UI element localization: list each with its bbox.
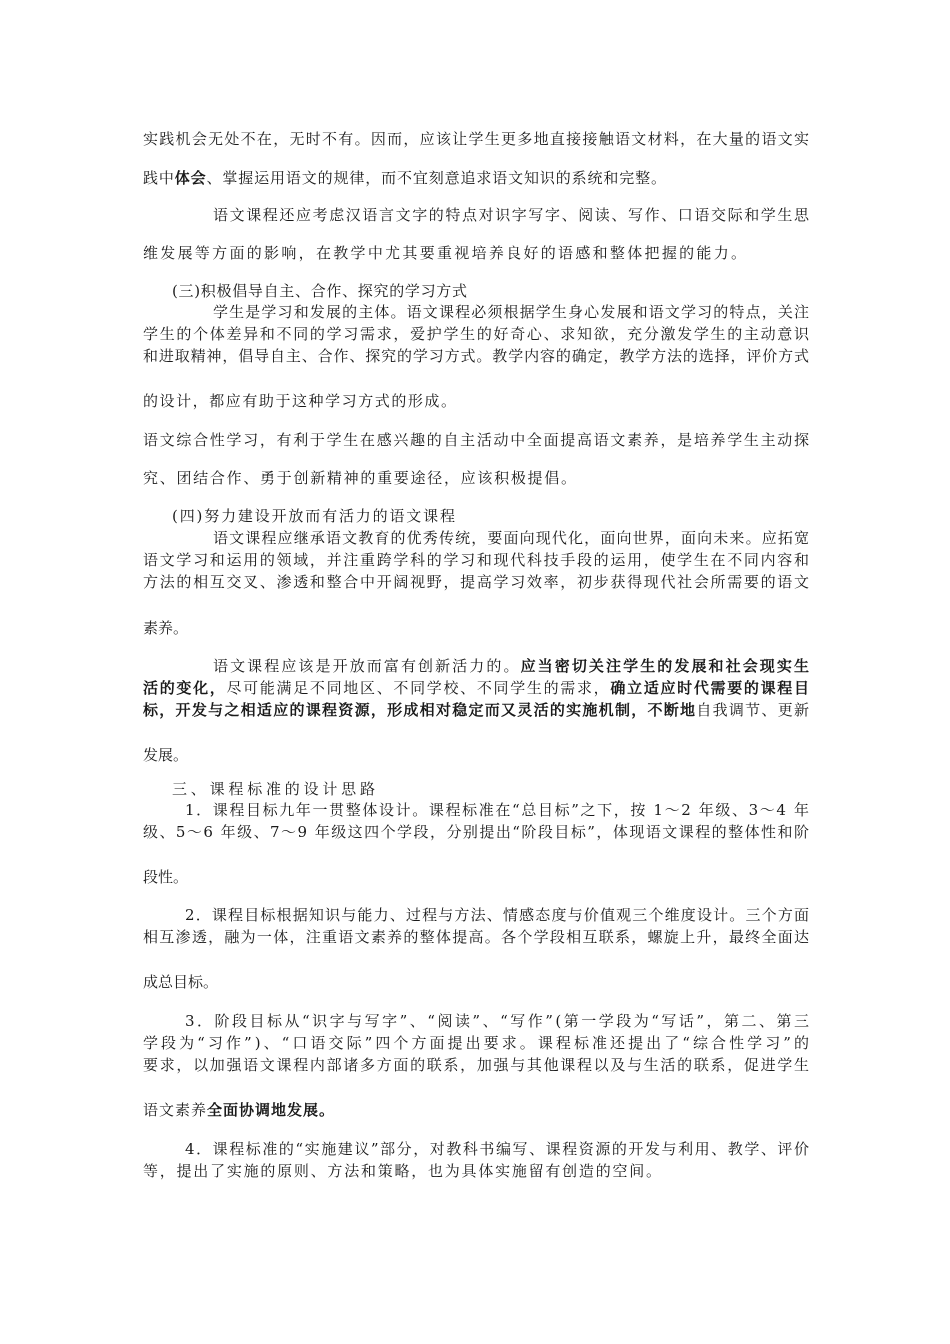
text-segment: 1．课程目标九年一贯整体设计。课程标准在“总目标”之下，按 1～2 年级、3～4 年 [185, 801, 811, 819]
bold-text-segment: 应当密切关注学生的发展和社会现实生 [520, 657, 812, 675]
text-line [143, 745, 188, 765]
text-line [143, 572, 811, 592]
text-segment: 段性。 [143, 868, 189, 886]
text-segment: 3．阶段目标从“识字与写字”、“阅读”、“写作”(第一学段为“写话”，第二、第三 [185, 1012, 812, 1030]
text-segment: 语文课程还应考虑汉语言文字的特点对识字写字、阅读、写作、口语交际和学生思 [213, 206, 811, 224]
text-segment: 尽可能满足不同地区、不同学校、不同学生的需求， [226, 679, 611, 697]
bold-text-segment: 体会 [174, 169, 207, 187]
text-line [172, 281, 468, 301]
text-segment: 等，提出了实施的原则、方法和策略，也为具体实施留有创造的空间。 [143, 1162, 663, 1180]
text-segment: 要求，以加强语文课程内部诸多方面的联系，加强与其他课程以及与生活的联系，促进学生 [143, 1056, 811, 1074]
text-segment: 方法的相互交叉、渗透和整合中开阔视野，提高学习效率，初步获得现代社会所需要的语文 [143, 573, 811, 591]
text-segment: (四)努力建设开放而有活力的语文课程 [172, 507, 457, 525]
text-line [213, 656, 811, 676]
text-line [143, 678, 811, 698]
text-line [213, 205, 811, 225]
text-line [143, 550, 811, 570]
bold-text-segment: 标，开发与之相适应的课程资源，形成相对稳定而又灵活的实施机制，不断地 [143, 701, 697, 719]
text-line [143, 927, 810, 947]
text-segment: 的设计，都应有助于这种学习方式的形成。 [143, 392, 458, 410]
text-segment: (三)积极倡导自主、合作、探究的学习方式 [172, 282, 468, 300]
text-segment: 发展。 [143, 746, 189, 764]
text-line [213, 528, 810, 548]
text-line [143, 391, 458, 411]
text-segment: 学生是学习和发展的主体。语文课程必须根据学生身心发展和语文学习的特点，关注 [213, 303, 811, 321]
text-segment: 相互渗透，融为一体，注重语文素养的整体提高。各个学段相互联系，螺旋上升，最终全面达 [143, 928, 811, 946]
text-line [143, 618, 188, 638]
text-line [172, 779, 379, 799]
text-segment: 维发展等方面的影响，在教学中尤其要重视培养良好的语感和整体把握的能力。 [143, 244, 749, 262]
text-line [185, 1139, 811, 1159]
text-segment: 级、5～6 年级、7～9 年级这四个学段，分别提出“阶段目标”，体现语文课程的整体性和阶 [143, 823, 811, 841]
text-line [143, 972, 218, 992]
text-line [172, 506, 457, 526]
text-segment: 语文课程应该是开放而富有创新活力的。 [213, 657, 521, 675]
text-segment: 践中 [143, 169, 175, 187]
bold-text-segment: 全面协调地发展。 [207, 1101, 335, 1119]
text-line [185, 800, 811, 820]
text-line [185, 905, 810, 925]
text-line [213, 302, 810, 322]
text-segment: 语文学习和运用的领域，并注重跨学科的学习和现代科技手段的运用，使学生在不同内容和 [143, 551, 811, 569]
text-line [143, 822, 810, 842]
text-segment: 和进取精神，倡导自主、合作、探究的学习方式。教学内容的确定，教学方法的选择，评价方式 [143, 347, 810, 365]
text-line [143, 1055, 811, 1075]
text-line [143, 468, 578, 488]
text-segment: 学段为“习作”)、“口语交际”四个方面提出要求。课程标准还提出了“综合性学习”的 [143, 1034, 813, 1052]
text-segment: 素养。 [143, 619, 188, 637]
text-line [185, 1011, 812, 1031]
bold-text-segment: 确立适应时代需要的课程目 [610, 679, 811, 697]
text-line [143, 430, 811, 450]
text-line [143, 867, 188, 887]
text-line [143, 324, 811, 344]
text-segment: 、掌握运用语文的规律，而不宜刻意追求语文知识的系统和完整。 [206, 169, 667, 187]
text-segment: 自我调节、更新 [696, 701, 811, 719]
text-segment: 三、课程标准的设计思路 [172, 780, 379, 798]
text-segment: 2．课程目标根据知识与能力、过程与方法、情感态度与价值观三个维度设计。三个方面 [185, 906, 811, 924]
text-segment: 实践机会无处不在，无时不有。因而，应该让学生更多地直接接触语文材料，在大量的语文实 [143, 130, 811, 148]
text-segment: 成总目标。 [143, 973, 219, 991]
bold-text-segment: 活的变化， [143, 679, 227, 697]
text-line [143, 1033, 812, 1053]
text-segment: 究、团结合作、勇于创新精神的重要途径，应该积极提倡。 [143, 469, 578, 487]
text-segment: 语文综合性学习，有利于学生在感兴趣的自主活动中全面提高语文素养，是培养学生主动探 [143, 431, 811, 449]
text-line [143, 1100, 335, 1120]
text-line [143, 168, 667, 188]
text-segment: 4．课程标准的“实施建议”部分，对教科书编写、课程资源的开发与利用、教学、评价 [185, 1140, 811, 1158]
text-line [143, 346, 810, 366]
text-segment: 语文课程应继承语文教育的优秀传统，要面向现代化，面向世界，面向未来。应拓宽 [213, 529, 811, 547]
text-line [143, 243, 748, 263]
text-line [143, 1161, 663, 1181]
text-segment: 语文素养 [143, 1101, 207, 1119]
text-line [143, 700, 810, 720]
text-segment: 学生的个体差异和不同的学习需求，爱护学生的好奇心、求知欲，充分激发学生的主动意识 [143, 325, 811, 343]
text-line [143, 129, 810, 149]
